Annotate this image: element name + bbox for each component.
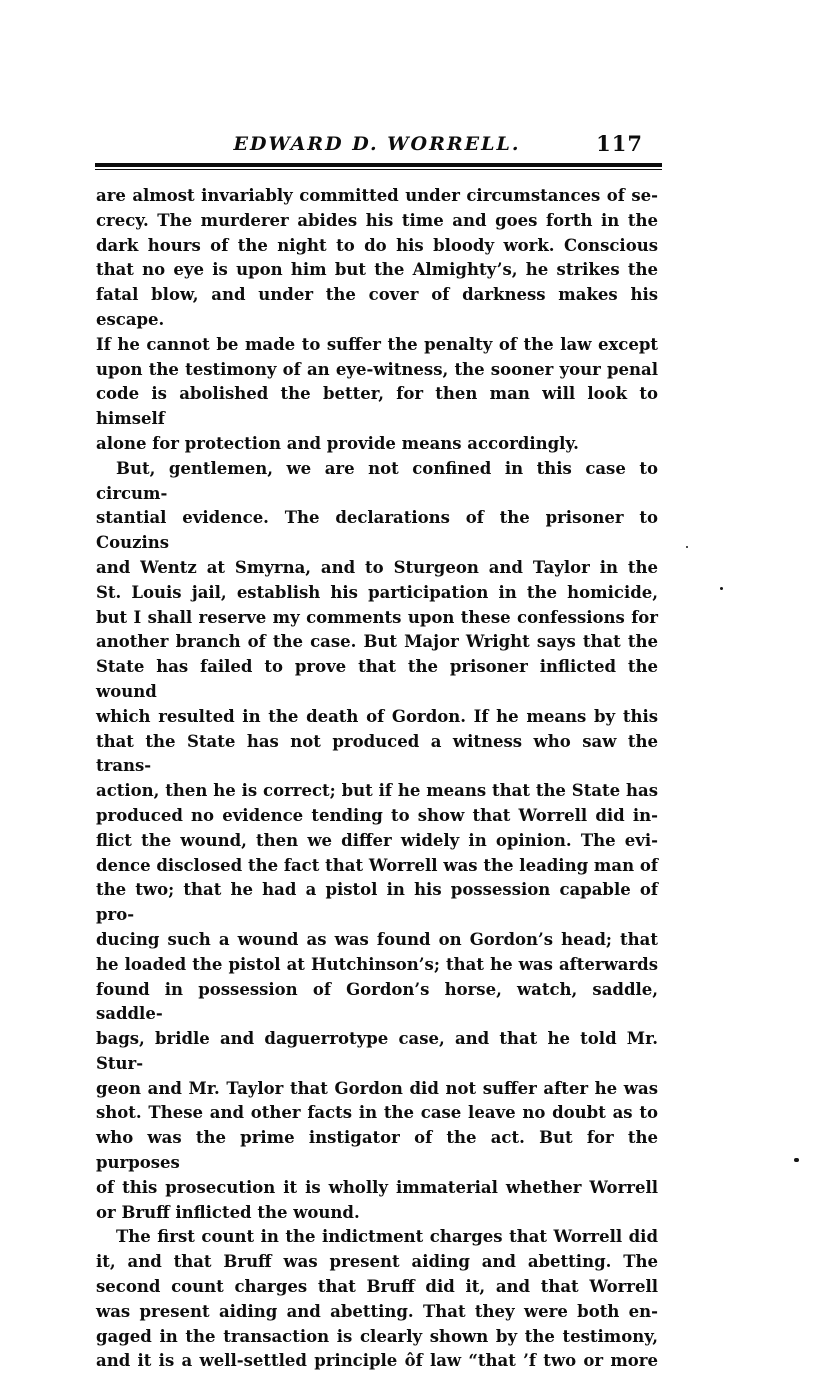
text-line: dence disclosed the fact that Worrell was the leading man of <box>96 855 658 875</box>
text-line: he loaded the pistol at Hutchinson’s; that he was afterwards <box>96 954 658 974</box>
text-line: and Wentz at Smyrna, and to Sturgeon and Taylor in the <box>96 557 658 577</box>
text-line: produced no evidence tending to show that Worrell did in- <box>96 805 658 825</box>
text-line: that the State has not produced a witness who saw the trans- <box>96 731 658 776</box>
page-number: 117 <box>596 131 643 156</box>
header-rule <box>95 163 662 170</box>
text-line: are almost invariably committed under circumstances of se- <box>96 186 658 205</box>
text-line: ducing such a wound as was found on Gordon’s head; that <box>96 929 658 949</box>
text-line: The first count in the indictment charges that Worrell did <box>116 1227 658 1247</box>
text-line: found in possession of Gordon’s horse, watch, saddle, saddle- <box>96 979 658 1024</box>
text-line: bags, bridle and daguerrotype case, and that he told Mr. Stur- <box>96 1029 658 1073</box>
running-title: EDWARD D. WORRELL. <box>233 133 521 155</box>
text-line: the two; that he had a pistol in his possession capable of pro- <box>96 880 658 925</box>
text-line: But, gentlemen, we are not confined in this case to circum- <box>96 458 658 503</box>
scan-speck <box>720 587 723 590</box>
text-line: second count charges that Bruff did it, and that Worrell <box>96 1277 658 1297</box>
header-rule-thin <box>95 169 662 170</box>
page-body <box>96 184 658 1374</box>
paragraph <box>96 1225 658 1374</box>
text-line: but I shall reserve my comments upon these confessions for <box>96 607 658 627</box>
text-line: or Bruff inflicted the wound. <box>96 1202 360 1222</box>
paragraph <box>96 457 658 1226</box>
text-line: upon the testimony of an eye-witness, the sooner your penal <box>96 359 658 379</box>
text-line: was present aiding and abetting. That they were both en- <box>96 1301 658 1321</box>
text-line: who was the prime instigator of the act. But for the purposes <box>96 1128 658 1173</box>
text-line: stantial evidence. The declarations of the prisoner to Couzins <box>96 508 658 553</box>
text-line: State has failed to prove that the prisoner inflicted the wound <box>96 657 658 701</box>
text-line: it, and that Bruff was present aiding and abetting. The <box>96 1252 658 1272</box>
text-line: and it is a well-settled principle ôf law “that ’f two or more <box>96 1351 658 1371</box>
text-line: gaged in the transaction is clearly shown by the testimony, <box>96 1326 658 1346</box>
text-line: action, then he is correct; but if he means that the State has <box>96 781 658 801</box>
text-line: of this prosecution it is wholly immaterial whether Worrell <box>96 1177 658 1197</box>
text-line: flict the wound, then we differ widely in opinion. The evi- <box>96 830 658 850</box>
text-line: dark hours of the night to do his bloody work. Conscious <box>96 235 658 255</box>
text-line: another branch of the case. But Major Wright says that the <box>96 632 658 652</box>
text-line: alone for protection and provide means accordingly. <box>96 433 579 453</box>
text-line: fatal blow, and under the cover of darkness makes his escape. <box>96 285 658 329</box>
text-line: code is abolished the better, for then man will look to himself <box>96 384 658 429</box>
text-line: shot. These and other facts in the case leave no doubt as to <box>96 1103 658 1123</box>
text-line: geon and Mr. Taylor that Gordon did not suffer after he was <box>96 1078 658 1098</box>
text-line: that no eye is upon him but the Almighty’s, he strikes the <box>96 260 658 280</box>
paragraph <box>96 184 658 457</box>
text-line: St. Louis jail, establish his participation in the homicide, <box>96 582 658 602</box>
text-line: If he cannot be made to suffer the penalty of the law except <box>96 334 658 354</box>
text-line: crecy. The murderer abides his time and goes forth in the <box>96 210 658 230</box>
page-header <box>96 131 658 157</box>
scan-speck <box>686 546 688 548</box>
header-rule-thick <box>95 163 662 167</box>
text-line: which resulted in the death of Gordon. If he means by this <box>96 706 658 726</box>
scan-speck <box>794 1158 799 1162</box>
